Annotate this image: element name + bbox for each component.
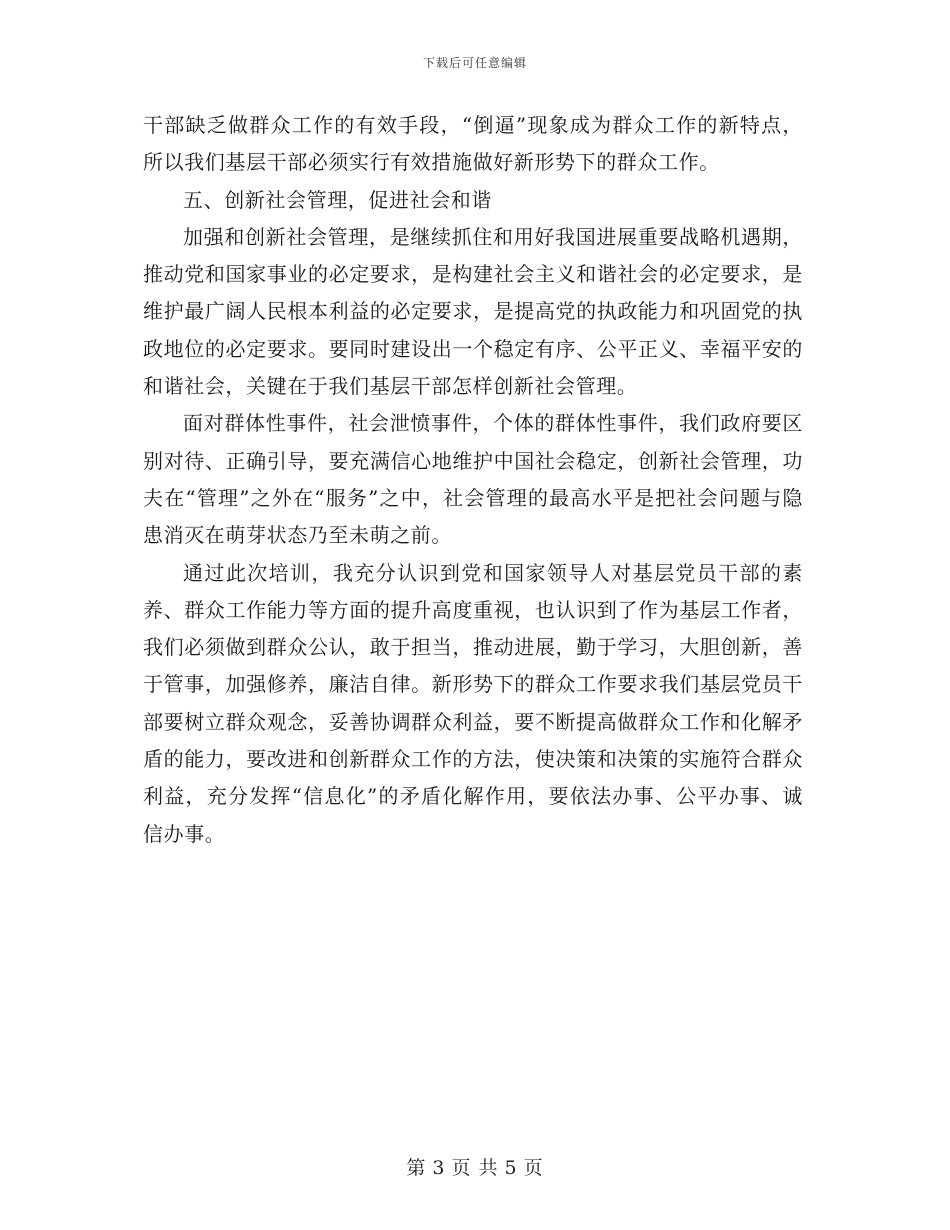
document-body bbox=[143, 107, 803, 853]
paragraph-continuation: 干部缺乏做群众工作的有效手段，“倒逼”现象成为群众工作的新特点，所以我们基层干部必须实行有效措施做好新形势下的群众工作。 bbox=[143, 113, 803, 175]
footer-prefix: 第 bbox=[406, 1157, 427, 1179]
section-heading: 五、创新社会管理，促进社会和谐 bbox=[183, 187, 492, 212]
paragraph: 通过此次培训，我充分认识到党和国家领导人对基层党员干部的素养、群众工作能力等方面的提升高度重视，也认识到了作为基层工作者，我们必须做到群众公认，敢于担当，推动进展，勤于学习，大胆创新，善于管事，加强修养，廉洁自律。新形势下的群众工作要求我们基层党员干部要树立群众观念，妥善协调群众利益，要不断提高做群众工作和化解矛盾的能力，要改进和创新群众工作的方法，使决策和决策的实施符合群众利益，充分发挥“信息化”的矛盾化解作用，要依法办事、公平办事、诚信办事。 bbox=[143, 560, 803, 846]
footer-total-pages: 5 bbox=[504, 1157, 518, 1179]
footer-current-page: 3 bbox=[432, 1157, 446, 1179]
paragraph: 面对群体性事件，社会泄愤事件，个体的群体性事件，我们政府要区别对待、正确引导，要充满信心地维护中国社会稳定，创新社会管理，功夫在“管理”之外在“服务”之中，社会管理的最高水平是把社会问题与隐患消灭在萌芽状态乃至未萌之前。 bbox=[143, 411, 803, 548]
paragraph: 加强和创新社会管理，是继续抓住和用好我国进展重要战略机遇期，推动党和国家事业的必定要求，是构建社会主义和谐社会的必定要求，是维护最广阔人民根本利益的必定要求，是提高党的执政能力和巩固党的执政地位的必定要求。要同时建设出一个稳定有序、公平正义、幸福平安的和谐社会，关键在于我们基层干部怎样创新社会管理。 bbox=[143, 224, 803, 399]
footer-suffix: 页 bbox=[523, 1157, 544, 1179]
page-header: 下载后可任意编辑 bbox=[422, 56, 527, 70]
page-footer bbox=[0, 1153, 950, 1180]
footer-middle: 页 共 bbox=[451, 1157, 499, 1179]
